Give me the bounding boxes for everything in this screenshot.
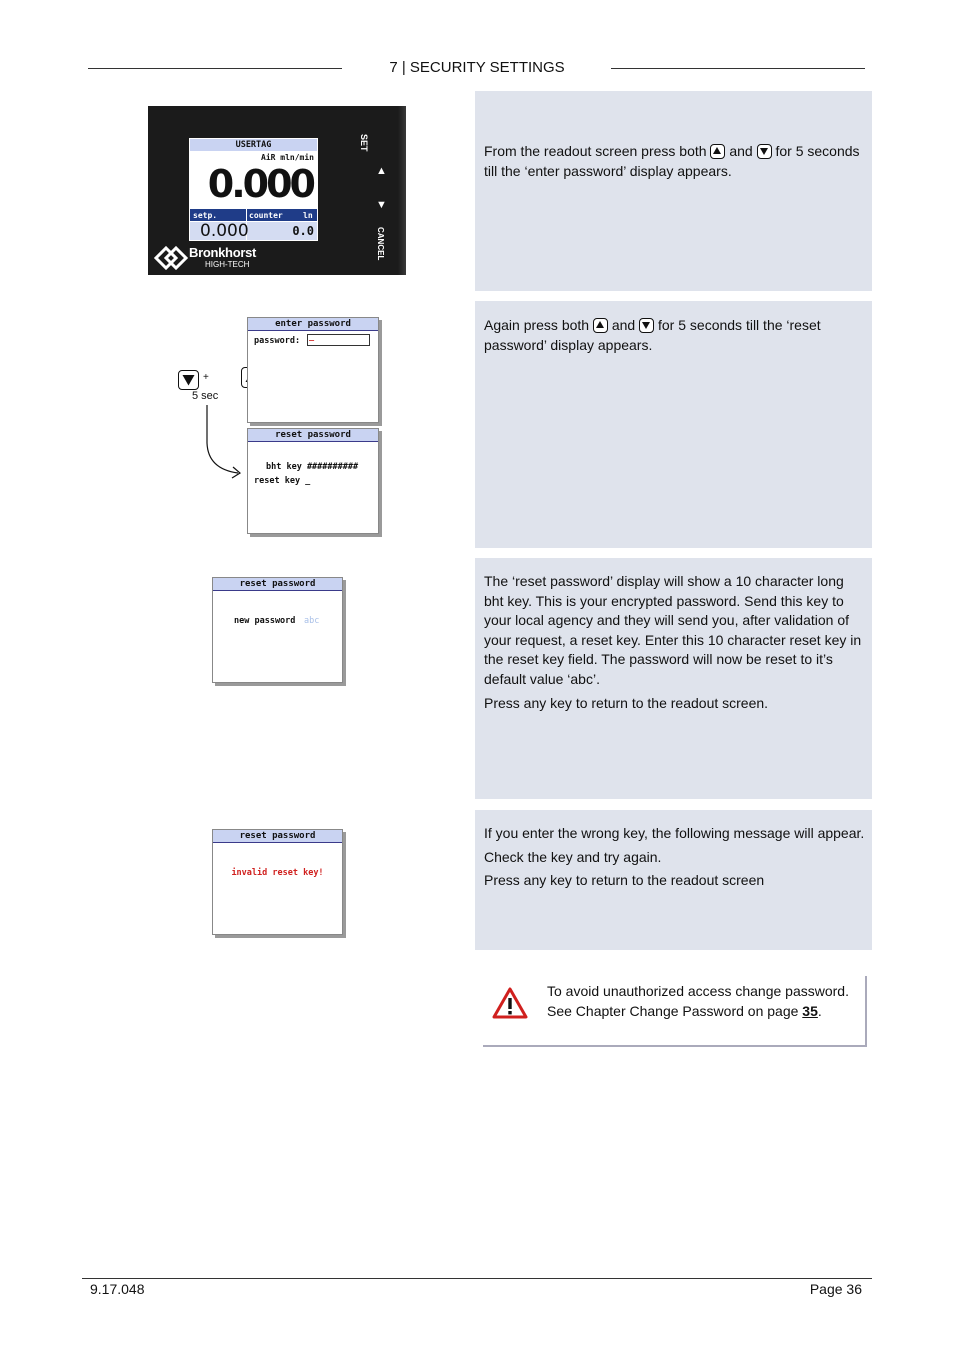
device-set-button[interactable]: SET: [359, 134, 369, 152]
password-label: password:: [254, 336, 301, 346]
combo-plus: +: [203, 372, 209, 383]
step3-para2: Press any key to return to the readout screen.: [484, 694, 769, 711]
password-input[interactable]: [307, 334, 370, 346]
new-password-value: abc: [304, 616, 320, 626]
invalid-key-message: invalid reset key!: [231, 868, 324, 878]
page-header-title: 7 | SECURITY SETTINGS: [389, 59, 565, 76]
device-setp-value: 0.000: [200, 221, 249, 241]
new-password-screen: [212, 577, 343, 683]
device-fluid-unit: AiR mln/min: [261, 153, 314, 162]
warning-icon: [492, 987, 528, 1019]
step4-para3: Press any key to return to the readout screen: [484, 872, 765, 889]
up-key-icon: [710, 144, 725, 159]
warning-page-link[interactable]: 35: [802, 1002, 818, 1019]
step1-text-b: for 5 seconds till the ‘enter password’ display appears.: [484, 143, 860, 179]
device-brand: Bronkhorst: [189, 245, 257, 260]
new-password-label: new password: [234, 616, 296, 626]
device-brand-sub: HIGH-TECH: [205, 260, 250, 269]
device-counter-label: counter: [249, 211, 283, 220]
bht-key-line: bht key ##########: [266, 462, 359, 472]
footer-rule: [82, 1278, 872, 1279]
new-password-title: reset password: [213, 578, 342, 591]
step2-text-a: Again press both: [484, 317, 590, 333]
step4-panel: [475, 810, 872, 950]
combo-time: 5 sec: [192, 390, 219, 402]
warning-text-a: To avoid unauthorized access change password. See Chapter Change Password on page: [547, 983, 849, 1019]
device-tag: USERTAG: [235, 140, 272, 150]
warning-box: [483, 976, 867, 1047]
warning-text: [547, 982, 857, 1021]
down-key-icon: [639, 318, 654, 333]
bronkhorst-logo-icon: [154, 246, 188, 270]
step4-para1: If you enter the wrong key, the following message will appear.: [484, 825, 865, 841]
device-counter-unit: ln: [303, 211, 313, 220]
device-up-button[interactable]: ▲: [376, 165, 387, 177]
invalid-key-title: reset password: [213, 830, 342, 843]
password-cursor: _: [309, 332, 315, 342]
footer-page-number: Page 36: [809, 1281, 862, 1297]
device-counter-value: 0.0: [292, 224, 314, 238]
reset-key-line: reset key _: [254, 476, 311, 486]
footer-doc-number: 9.17.048: [90, 1281, 145, 1297]
step4-para2: Check the key and try again.: [484, 848, 662, 865]
device-cancel-button[interactable]: CANCEL: [376, 227, 385, 261]
device-down-button[interactable]: ▼: [376, 199, 387, 211]
reset-password-title: reset password: [248, 429, 378, 442]
step1-panel: [475, 91, 872, 291]
reset-password-screen-keys: [247, 428, 379, 534]
up-key-icon: [593, 318, 608, 333]
device-setp-label: setp.: [193, 211, 218, 220]
enter-password-screen: [247, 317, 379, 423]
combo-down-key-icon: [178, 370, 199, 390]
step1-text-a: From the readout screen press both: [484, 143, 707, 159]
step3-para1: The ‘reset password’ display will show a 10 character long bht key. This is your encrypted password. Send this key to your local agency and they will send you, after validation of your request, a reset key. Enter this 10 character reset key in the reset key field. The password will now be reset to it’s default value ‘abc’.: [484, 573, 862, 687]
device-main-value: 0.000: [207, 162, 313, 206]
down-key-icon: [757, 144, 772, 159]
enter-password-title: enter password: [248, 318, 378, 331]
step2-panel: [475, 301, 872, 548]
curved-arrow-icon: [200, 403, 246, 479]
device-screen: [189, 138, 318, 241]
warning-text-end: .: [817, 1002, 822, 1019]
invalid-key-screen: [212, 829, 343, 935]
step1-text-and: and: [729, 143, 753, 159]
step2-text-and: and: [611, 317, 636, 333]
device-front-panel: [148, 106, 406, 275]
step2-text-b: for 5 seconds till the ‘reset password’ display appears.: [484, 317, 821, 353]
